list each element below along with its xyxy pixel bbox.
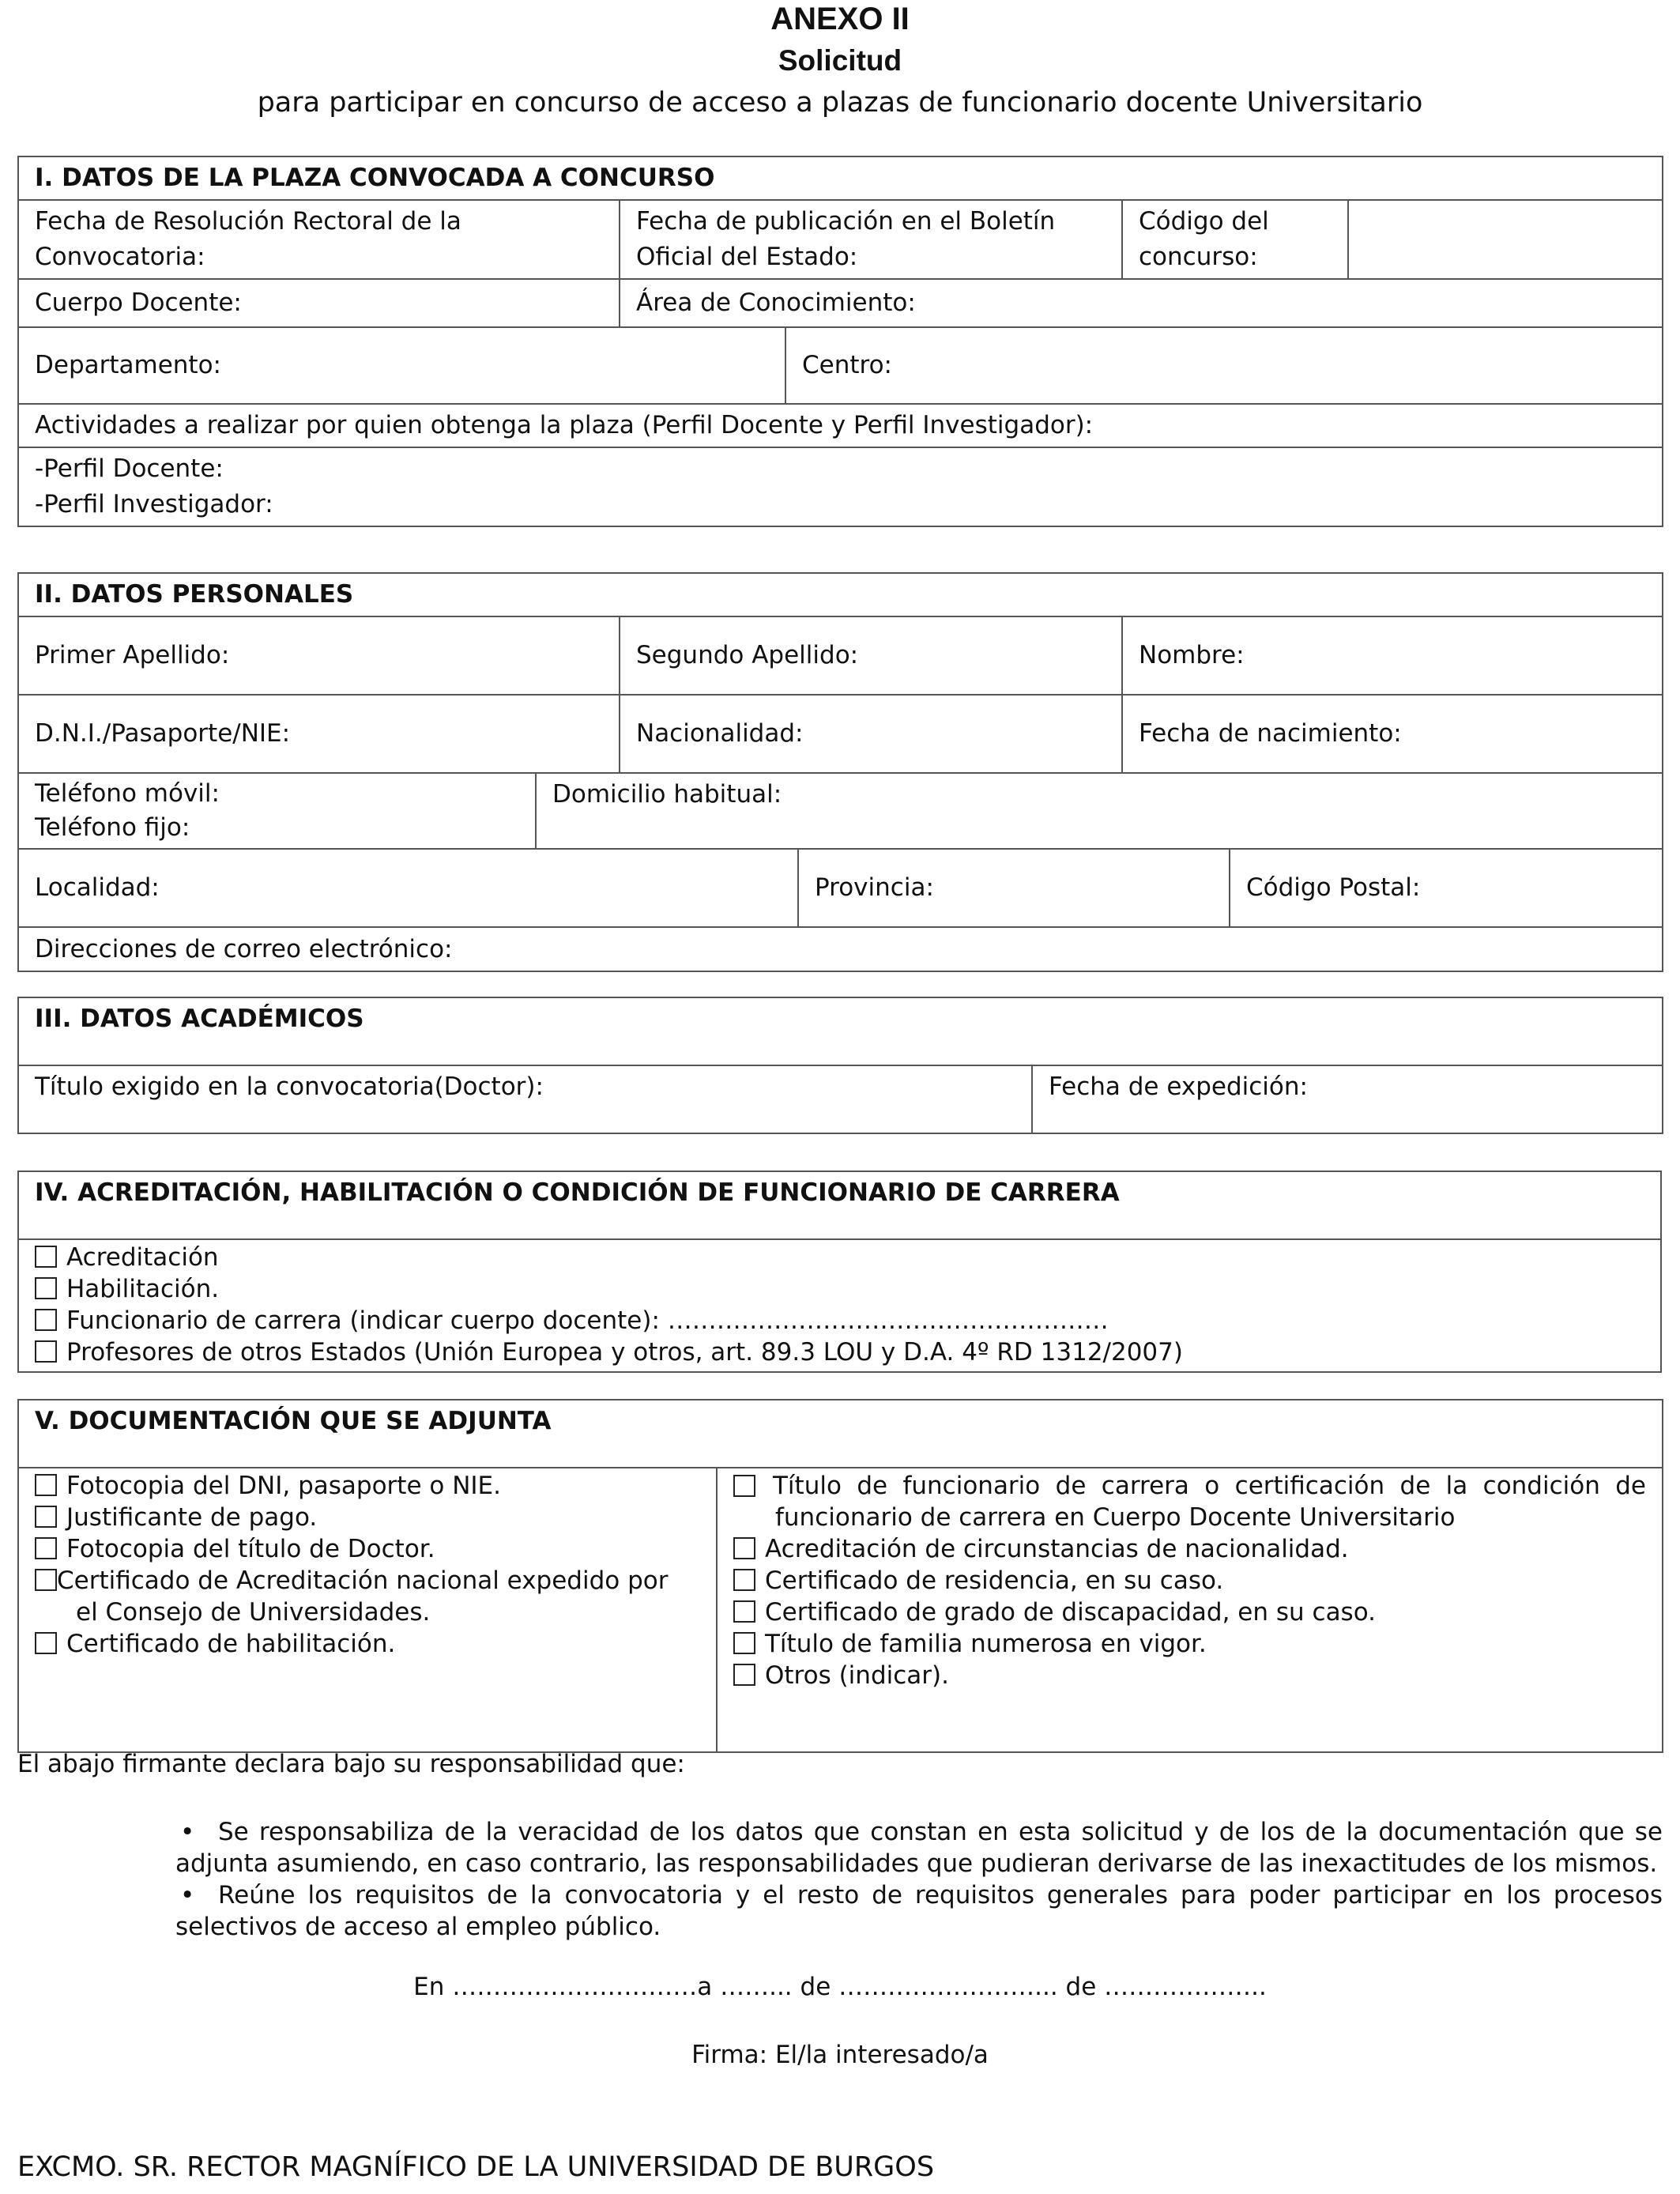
- section-acreditacion: [17, 1171, 1662, 1373]
- nombre-field[interactable]: [1122, 616, 1663, 695]
- form-title: Solicitud: [778, 44, 902, 77]
- section-acreditacion-heading: IV. ACREDITACIÓN, HABILITACIÓN O CONDICIÓN DE FUNCIONARIO DE CARRERA: [18, 1171, 1661, 1239]
- departamento-field[interactable]: [18, 327, 785, 404]
- section-documentacion-heading: V. DOCUMENTACIÓN QUE SE ADJUNTA: [18, 1400, 1663, 1468]
- area-conocimiento-label: Área de Conocimiento:: [636, 288, 916, 317]
- option-acreditacion-label: Acreditación: [66, 1243, 219, 1272]
- place-date-line[interactable]: En …………………………a ……... de ……………………... de ………………..: [413, 1973, 1267, 2001]
- checkbox-doc-discapacidad[interactable]: [733, 1600, 755, 1623]
- checkbox-otros-estados[interactable]: [35, 1340, 57, 1363]
- dni-field[interactable]: [18, 695, 620, 773]
- declaration-intro: El abajo firmante declara bajo su responsabilidad que:: [17, 1750, 685, 1778]
- doc-titulo-funcionario-label: Título de funcionario de carrera o certificación de la condición de: [773, 1472, 1647, 1500]
- checkbox-doc-familia-numerosa[interactable]: [733, 1632, 755, 1654]
- codigo-concurso-label-1: Código del: [1139, 207, 1269, 236]
- declaration-bullet-2-text: Reúne los requisitos de la convocatoria y el resto de requisitos generales para poder participar en los procesos selectivos de acceso al empleo público.: [175, 1881, 1663, 1941]
- primer-apellido-field[interactable]: [18, 616, 620, 695]
- codigo-postal-label: Código Postal:: [1246, 873, 1421, 902]
- titulo-exigido-field[interactable]: [18, 1065, 1032, 1133]
- declaration-bullet-2: [175, 1879, 1663, 1943]
- doc-residencia[interactable]: [733, 1565, 1646, 1596]
- doc-otros[interactable]: [733, 1660, 1646, 1691]
- perfil-investigador-label: -Perfil Investigador:: [35, 490, 273, 518]
- acreditacion-options: [18, 1239, 1661, 1372]
- checkbox-doc-habilitacion[interactable]: [35, 1632, 57, 1654]
- doc-acreditacion-nacional-cont: [35, 1596, 700, 1628]
- doc-justificante[interactable]: [35, 1502, 700, 1533]
- documentacion-left-column: [18, 1468, 717, 1752]
- doc-titulo-doctor-label: Fotocopia del título de Doctor.: [66, 1535, 435, 1563]
- bullet-icon: •: [180, 1818, 195, 1846]
- perfil-docente-label: -Perfil Docente:: [35, 454, 224, 483]
- addressee: EXCMO. SR. RECTOR MAGNÍFICO DE LA UNIVERSIDAD DE BURGOS: [17, 2151, 935, 2183]
- codigo-concurso-label-cell: [1122, 200, 1348, 279]
- signature-label: Firma: El/la interesado/a: [691, 2041, 989, 2069]
- annex-title: ANEXO II: [770, 2, 910, 36]
- centro-label: Centro:: [802, 351, 892, 379]
- segundo-apellido-field[interactable]: [620, 616, 1122, 695]
- domicilio-label: Domicilio habitual:: [552, 780, 782, 809]
- localidad-field[interactable]: [18, 849, 798, 927]
- option-funcionario-carrera[interactable]: [35, 1305, 1644, 1336]
- doc-titulo-doctor[interactable]: [35, 1533, 700, 1565]
- section-plaza-heading: I. DATOS DE LA PLAZA CONVOCADA A CONCURSO: [18, 156, 1663, 200]
- doc-justificante-label: Justificante de pago.: [66, 1503, 318, 1532]
- checkbox-acreditacion[interactable]: [35, 1246, 57, 1268]
- nacionalidad-label: Nacionalidad:: [636, 719, 804, 748]
- doc-acreditacion-nacional-label-cont: el Consejo de Universidades.: [76, 1598, 431, 1627]
- doc-dni-label: Fotocopia del DNI, pasaporte o NIE.: [66, 1472, 501, 1500]
- codigo-concurso-label-2: concurso:: [1139, 243, 1258, 271]
- titulo-exigido-label: Título exigido en la convocatoria(Doctor):: [35, 1072, 544, 1101]
- bullet-icon: •: [180, 1881, 195, 1909]
- doc-familia-numerosa[interactable]: [733, 1628, 1646, 1660]
- section-academicos-heading: III. DATOS ACADÉMICOS: [18, 997, 1663, 1065]
- doc-familia-numerosa-label: Título de familia numerosa en vigor.: [765, 1630, 1207, 1658]
- checkbox-doc-residencia[interactable]: [733, 1569, 755, 1591]
- option-acreditacion[interactable]: [35, 1242, 1644, 1273]
- section-documentacion: [17, 1399, 1663, 1753]
- correo-field[interactable]: [18, 927, 1663, 971]
- fecha-resolucion-label-2: Convocatoria:: [35, 243, 205, 271]
- doc-discapacidad[interactable]: [733, 1596, 1646, 1628]
- option-funcionario-carrera-label: Funcionario de carrera (indicar cuerpo docente): ………………………………………………: [66, 1306, 1109, 1335]
- documentacion-right-column: [717, 1468, 1663, 1752]
- fecha-publicacion-field[interactable]: [620, 200, 1122, 279]
- cuerpo-docente-field[interactable]: [18, 279, 620, 327]
- section-personales: [17, 572, 1663, 972]
- checkbox-doc-dni[interactable]: [35, 1474, 57, 1496]
- telefono-movil-label: Teléfono móvil:: [35, 779, 220, 808]
- codigo-concurso-field[interactable]: [1348, 200, 1663, 279]
- checkbox-doc-nacionalidad[interactable]: [733, 1537, 755, 1559]
- doc-titulo-funcionario-cont: [733, 1502, 1646, 1533]
- localidad-label: Localidad:: [35, 873, 160, 902]
- actividades-label-cell: [18, 404, 1663, 447]
- fecha-resolucion-field[interactable]: [18, 200, 620, 279]
- provincia-label: Provincia:: [815, 873, 934, 902]
- option-habilitacion[interactable]: [35, 1273, 1644, 1305]
- doc-otros-label: Otros (indicar).: [765, 1661, 949, 1690]
- segundo-apellido-label: Segundo Apellido:: [636, 641, 859, 669]
- doc-acreditacion-nacional[interactable]: [35, 1565, 700, 1596]
- nombre-label: Nombre:: [1139, 641, 1245, 669]
- area-conocimiento-field[interactable]: [620, 279, 1663, 327]
- declaration-bullets: [175, 1816, 1663, 1943]
- option-habilitacion-label: Habilitación.: [66, 1275, 220, 1303]
- fecha-resolucion-label-1: Fecha de Resolución Rectoral de la: [35, 207, 461, 236]
- section-academicos: [17, 997, 1663, 1134]
- departamento-label: Departamento:: [35, 351, 221, 379]
- checkbox-doc-otros[interactable]: [733, 1664, 755, 1686]
- codigo-postal-field[interactable]: [1230, 849, 1663, 927]
- doc-habilitacion-label: Certificado de habilitación.: [66, 1630, 396, 1658]
- telefono-fijo-label: Teléfono fijo:: [35, 813, 190, 842]
- declaration-bullet-1: [175, 1816, 1663, 1879]
- option-otros-estados-label: Profesores de otros Estados (Unión Europea y otros, art. 89.3 LOU y D.A. 4º RD 1312/2007): [66, 1338, 1183, 1367]
- doc-nacionalidad[interactable]: [733, 1533, 1646, 1565]
- doc-habilitacion[interactable]: [35, 1628, 700, 1660]
- cuerpo-docente-label: Cuerpo Docente:: [35, 288, 242, 317]
- doc-nacionalidad-label: Acreditación de circunstancias de nacionalidad.: [765, 1535, 1349, 1563]
- doc-residencia-label: Certificado de residencia, en su caso.: [765, 1566, 1224, 1595]
- fecha-expedicion-label: Fecha de expedición:: [1049, 1072, 1308, 1101]
- checkbox-doc-justificante[interactable]: [35, 1506, 57, 1528]
- doc-dni[interactable]: [35, 1470, 700, 1502]
- doc-discapacidad-label: Certificado de grado de discapacidad, en su caso.: [765, 1598, 1376, 1627]
- fecha-publicacion-label-1: Fecha de publicación en el Boletín: [636, 207, 1056, 236]
- primer-apellido-label: Primer Apellido:: [35, 641, 230, 669]
- fecha-expedicion-field[interactable]: [1032, 1065, 1663, 1133]
- correo-label: Direcciones de correo electrónico:: [35, 934, 453, 963]
- fecha-publicacion-label-2: Oficial del Estado:: [636, 243, 858, 271]
- checkbox-doc-acreditacion-nacional[interactable]: [35, 1569, 57, 1591]
- section-plaza: [17, 156, 1663, 527]
- form-description: para participar en concurso de acceso a plazas de funcionario docente Universitario: [257, 87, 1423, 119]
- fecha-nacimiento-field[interactable]: [1122, 695, 1663, 773]
- centro-field[interactable]: [785, 327, 1663, 404]
- option-otros-estados[interactable]: [35, 1336, 1644, 1368]
- telefono-field[interactable]: [18, 773, 536, 849]
- domicilio-field[interactable]: [536, 773, 1663, 849]
- checkbox-doc-titulo-funcionario[interactable]: [733, 1475, 755, 1497]
- section-personales-heading: II. DATOS PERSONALES: [18, 573, 1663, 616]
- provincia-field[interactable]: [798, 849, 1230, 927]
- checkbox-doc-titulo-doctor[interactable]: [35, 1537, 57, 1559]
- perfiles-field[interactable]: [18, 447, 1663, 526]
- doc-titulo-funcionario[interactable]: [733, 1470, 1646, 1502]
- dni-label: D.N.I./Pasaporte/NIE:: [35, 719, 291, 748]
- nacionalidad-field[interactable]: [620, 695, 1122, 773]
- doc-titulo-funcionario-label-cont: funcionario de carrera en Cuerpo Docente Universitario: [775, 1503, 1456, 1532]
- checkbox-funcionario-carrera[interactable]: [35, 1309, 57, 1331]
- actividades-label: Actividades a realizar por quien obtenga la plaza (Perfil Docente y Perfil Investigador):: [35, 411, 1094, 439]
- checkbox-habilitacion[interactable]: [35, 1277, 57, 1299]
- declaration-bullet-1-text: Se responsabiliza de la veracidad de los datos que constan en esta solicitud y de los de la documentación que se adjunta asumiendo, en caso contrario, las responsabilidades que pudieran derivarse de las inexactitudes de los mismos.: [175, 1818, 1663, 1878]
- fecha-nacimiento-label: Fecha de nacimiento:: [1139, 719, 1402, 748]
- doc-acreditacion-nacional-label: Certificado de Acreditación nacional expedido por: [57, 1566, 669, 1595]
